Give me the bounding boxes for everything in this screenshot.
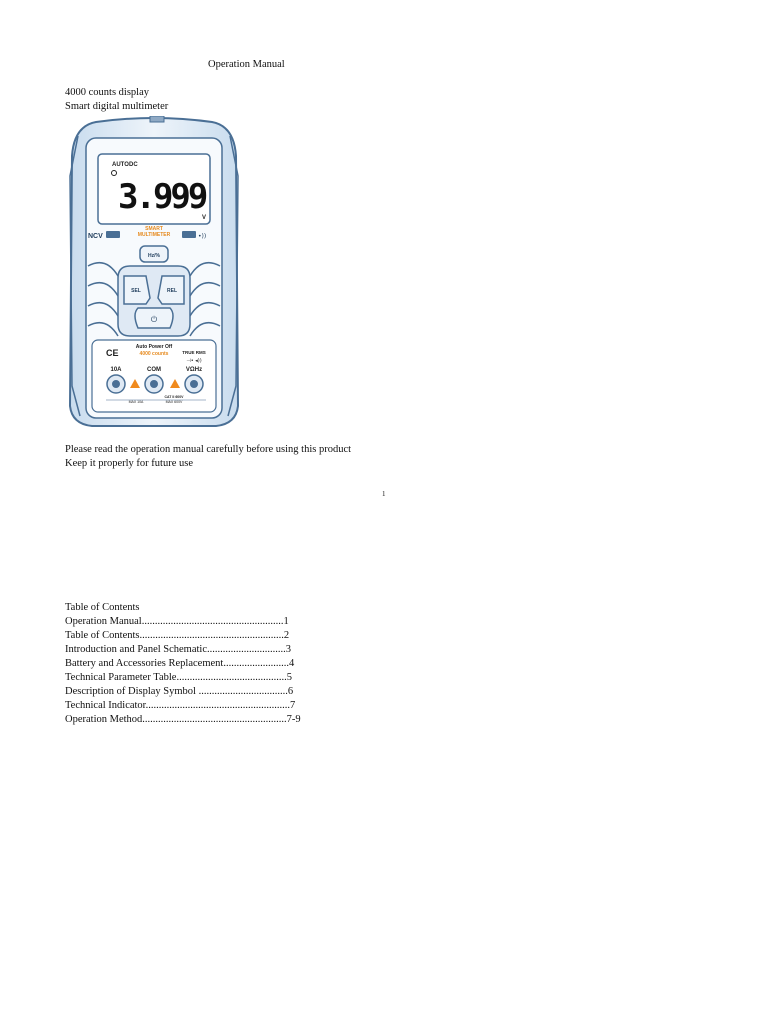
- subtitle-line-1: 4000 counts display: [65, 87, 149, 98]
- hz-button-label: Hz/%: [148, 253, 160, 259]
- toc-entry-leader: .......................................................: [142, 714, 287, 725]
- toc-entry-page: 3: [285, 644, 292, 655]
- toc-entry-text: Technical Parameter Table: [65, 672, 177, 683]
- toc-entry-page: 5: [286, 672, 292, 683]
- toc-entry: [65, 699, 295, 713]
- toc-entry-text: Introduction and Panel Schematic: [65, 644, 208, 655]
- instruction-note-2: Keep it properly for future use: [65, 458, 193, 469]
- lcd-reading: 3.999: [118, 177, 206, 217]
- toc-entry: [65, 615, 289, 629]
- jack-label-v: VΩHz: [185, 367, 203, 373]
- ncv-led: [106, 231, 120, 238]
- continuity-led: [182, 231, 196, 238]
- toc-entry-text: Technical Indicator: [65, 700, 146, 711]
- max-600v-text: MAX 600V: [165, 400, 183, 404]
- toc-entry-leader: ......................................................: [141, 616, 284, 627]
- jack-label-10a: 10A: [110, 367, 122, 373]
- diode-icon: ⊣• ◂)): [186, 358, 202, 364]
- toc-entry: [65, 657, 294, 671]
- toc-entry-page: 2: [283, 630, 290, 641]
- toc-entry-text: Description of Display Symbol: [65, 686, 196, 697]
- page-title: Operation Manual: [208, 59, 285, 70]
- toc-entry-text: Table of Contents: [65, 630, 140, 641]
- toc-heading: Table of Contents: [65, 602, 140, 613]
- lcd-unit: V: [202, 215, 207, 221]
- brand-line-2: MULTIMETER: [137, 232, 171, 238]
- toc-entry-page: 4: [288, 658, 295, 669]
- toc-entry: [65, 685, 293, 699]
- brand-line-1: SMART: [145, 226, 163, 232]
- multimeter-illustration: [66, 116, 242, 430]
- mode-label-auto: AUTO: [112, 162, 129, 168]
- sound-icon: •)): [198, 233, 207, 240]
- subtitle-line-2: Smart digital multimeter: [65, 101, 169, 112]
- info-line-1: Auto Power Off: [135, 344, 173, 350]
- power-icon: ⏻: [150, 315, 158, 324]
- toc-entry-leader: .........................: [223, 658, 289, 669]
- toc-entry-page: 7-9: [286, 714, 301, 725]
- cat-rating: CAT II 600V: [164, 395, 184, 399]
- toc-entry-page: 7: [289, 700, 296, 711]
- mode-label-dc: DC: [129, 162, 138, 168]
- toc-entry-page: 6: [287, 686, 294, 697]
- toc-entry-text: Operation Manual: [65, 616, 142, 627]
- instruction-note-1: Please read the operation manual carefully before using this product: [65, 444, 352, 455]
- toc-entry: [65, 713, 301, 727]
- toc-entry-text: Battery and Accessories Replacement: [65, 658, 224, 669]
- page-number: 1: [382, 490, 386, 498]
- toc-entry: [65, 629, 289, 643]
- ce-mark: CE: [106, 348, 119, 358]
- toc-entry: [65, 671, 292, 685]
- toc-entry-leader: .......................................................: [139, 630, 284, 641]
- toc-entry-text: Operation Method: [65, 714, 143, 725]
- rel-button-label: REL: [167, 288, 177, 294]
- info-line-2: 4000 counts: [139, 351, 169, 357]
- toc-entry-page: 1: [283, 616, 289, 627]
- toc-entry-leader: .......................................................: [145, 700, 290, 711]
- sel-button-label: SEL: [131, 288, 141, 294]
- toc-entry-leader: ..................................: [195, 686, 288, 697]
- jack-label-com: COM: [147, 367, 161, 373]
- ncv-label: NCV: [88, 233, 103, 240]
- toc-entry: [65, 643, 291, 657]
- toc-entry-leader: ..........................................: [176, 672, 287, 683]
- toc-entry-leader: ..............................: [207, 644, 286, 655]
- true-rms-label: TRUE RMS: [182, 350, 206, 355]
- max-10a-text: MAX 10A: [128, 400, 144, 404]
